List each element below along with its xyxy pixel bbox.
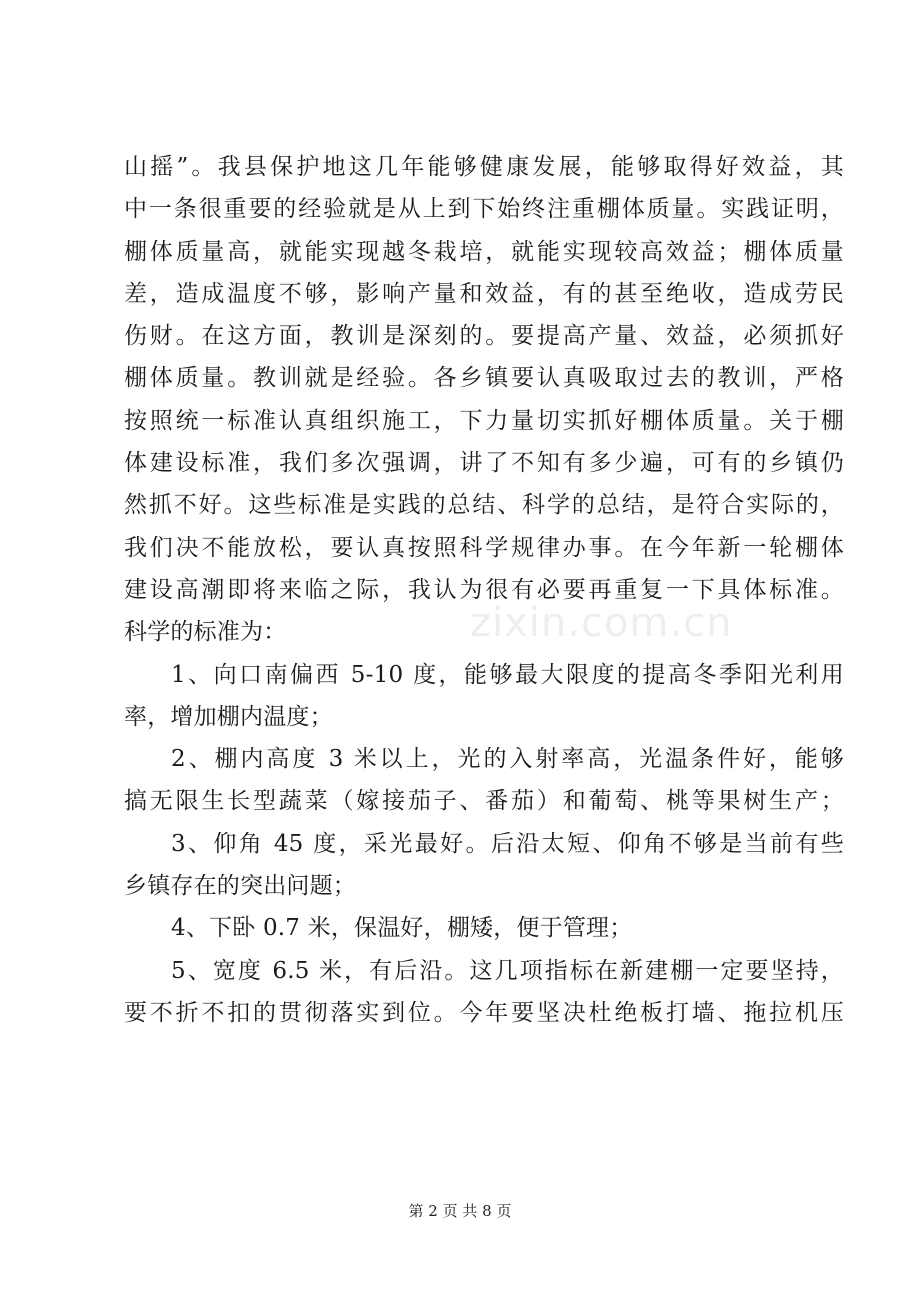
text-line: 建设高潮即将来临之际，我认为很有必要再重复一下具体标准。: [124, 576, 844, 603]
text-line: 差，造成温度不够，影响产量和效益，有的甚至绝收，造成劳民: [124, 280, 844, 307]
text-line: 要不折不扣的贯彻落实到位。今年要坚决杜绝板打墙、拖拉机压: [124, 999, 844, 1026]
list-item-1: 1、向口南偏西 5-10 度，能够最大限度的提高冬季阳光利用: [171, 661, 844, 688]
text-line: 然抓不好。这些标准是实践的总结、科学的总结，是符合实际的，: [124, 492, 844, 519]
text-line: 按照统一标准认真组织施工，下力量切实抓好棚体质量。关于棚: [124, 407, 844, 434]
body-text: [124, 146, 844, 1034]
text-line: 科学的标准为：: [124, 619, 287, 646]
text-line: 搞无限生长型蔬菜（嫁接茄子、番茄）和葡萄、桃等果树生产；: [124, 788, 844, 815]
text-line: 伤财。在这方面，教训是深刻的。要提高产量、效益，必须抓好: [124, 323, 844, 350]
text-line: 乡镇存在的突出问题；: [124, 873, 356, 900]
text-line: 体建设标准，我们多次强调，讲了不知有多少遍，可有的乡镇仍: [124, 450, 844, 477]
text-line: 中一条很重要的经验就是从上到下始终注重棚体质量。实践证明，: [124, 196, 844, 223]
page-footer: 第 2 页 共 8 页: [408, 1202, 512, 1220]
text-line: 棚体质量高，就能实现越冬栽培，就能实现较高效益；棚体质量: [124, 238, 844, 265]
list-item-4: 4、下卧 0.7 米，保温好，棚矮，便于管理；: [171, 915, 633, 942]
list-item-3: 3、仰角 45 度，采光最好。后沿太短、仰角不够是当前有些: [171, 830, 844, 857]
list-item-2: 2、棚内高度 3 米以上，光的入射率高，光温条件好，能够: [171, 746, 844, 773]
text-line: 棚体质量。教训就是经验。各乡镇要认真吸取过去的教训，严格: [124, 365, 844, 392]
watermark: zixin.com.cn: [470, 600, 733, 646]
text-line: 山摇”。我县保护地这几年能够健康发展，能够取得好效益，其: [124, 154, 844, 180]
text-line: 我们决不能放松，要认真按照科学规律办事。在今年新一轮棚体: [124, 534, 844, 561]
list-item-5: 5、宽度 6.5 米，有后沿。这几项指标在新建棚一定要坚持，: [171, 957, 844, 984]
text-line: 率，增加棚内温度；: [124, 703, 333, 730]
